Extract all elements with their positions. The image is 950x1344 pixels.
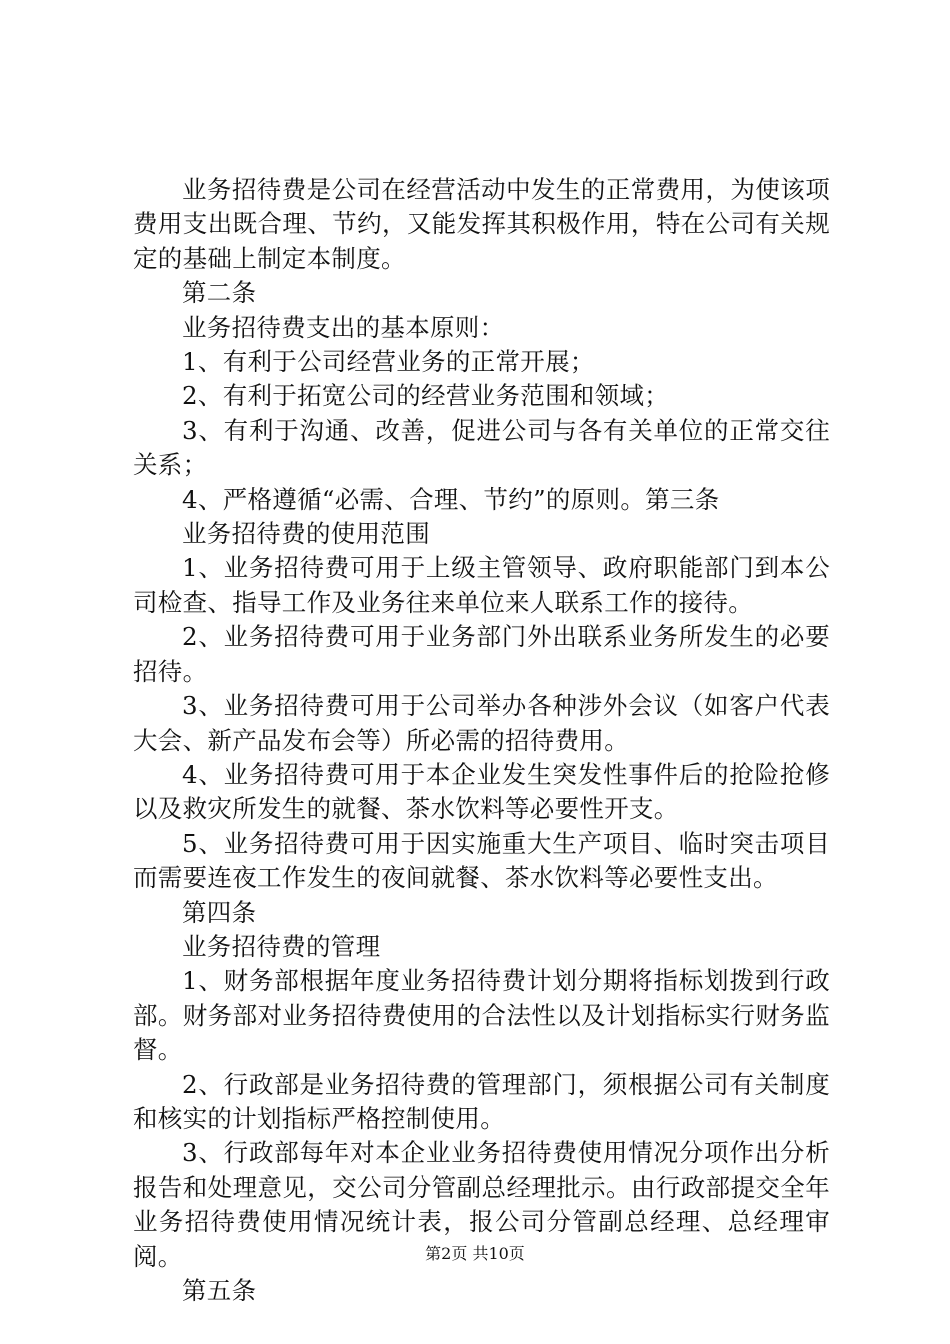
document-body [133, 173, 830, 1308]
list-item: 2、业务招待费可用于业务部门外出联系业务所发生的必要招待。 [133, 622, 830, 686]
list-item: 3、业务招待费可用于公司举办各种涉外会议（如客户代表大会、新产品发布会等）所必需的招待费用。 [133, 691, 830, 755]
article-heading-2: 第二条 [182, 278, 257, 308]
page-footer [0, 1244, 950, 1264]
list-item: 3、有利于沟通、改善，促进公司与各有关单位的正常交往关系； [133, 415, 830, 480]
list-item: 1、财务部根据年度业务招待费计划分期将指标划拨到行政部。财务部对业务招待费使用的合法性以及计划指标实行财务监督。 [133, 966, 830, 1065]
list-item: 3、行政部每年对本企业业务招待费使用情况分项作出分析报告和处理意见，交公司分管副总经理批示。由行政部提交全年业务招待费使用情况统计表，报公司分管副总经理、总经理审阅。 [133, 1138, 830, 1271]
paragraph: 业务招待费支出的基本原则： [182, 312, 505, 342]
article-heading-5: 第五条 [182, 1276, 257, 1305]
list-item: 1、业务招待费可用于上级主管领导、政府职能部门到本公司检查、指导工作及业务往来单位来人联系工作的接待。 [133, 553, 830, 617]
section-heading: 业务招待费的管理 [182, 931, 381, 961]
list-item: 4、业务招待费可用于本企业发生突发性事件后的抢险抢修以及救灾所发生的就餐、茶水饮料等必要性开支。 [133, 759, 830, 824]
list-item: 4、严格遵循“必需、合理、节约”的原则。第三条 [182, 484, 720, 514]
section-heading: 业务招待费的使用范围 [182, 519, 430, 549]
list-item: 2、行政部是业务招待费的管理部门，须根据公司有关制度和核实的计划指标严格控制使用。 [133, 1069, 830, 1133]
paragraph-intro: 业务招待费是公司在经营活动中发生的正常费用，为使该项费用支出既合理、节约，又能发挥其积极作用，特在公司有关规定的基础上制定本制度。 [133, 175, 830, 273]
list-item: 1、有利于公司经营业务的正常开展； [182, 347, 595, 377]
list-item: 5、业务招待费可用于因实施重大生产项目、临时突击项目而需要连夜工作发生的夜间就餐、茶水饮料等必要性支出。 [133, 828, 830, 893]
page-number: 第2页 共10页 [425, 1244, 525, 1263]
list-item: 2、有利于拓宽公司的经营业务范围和领域； [182, 381, 670, 411]
article-heading-4: 第四条 [182, 897, 257, 927]
